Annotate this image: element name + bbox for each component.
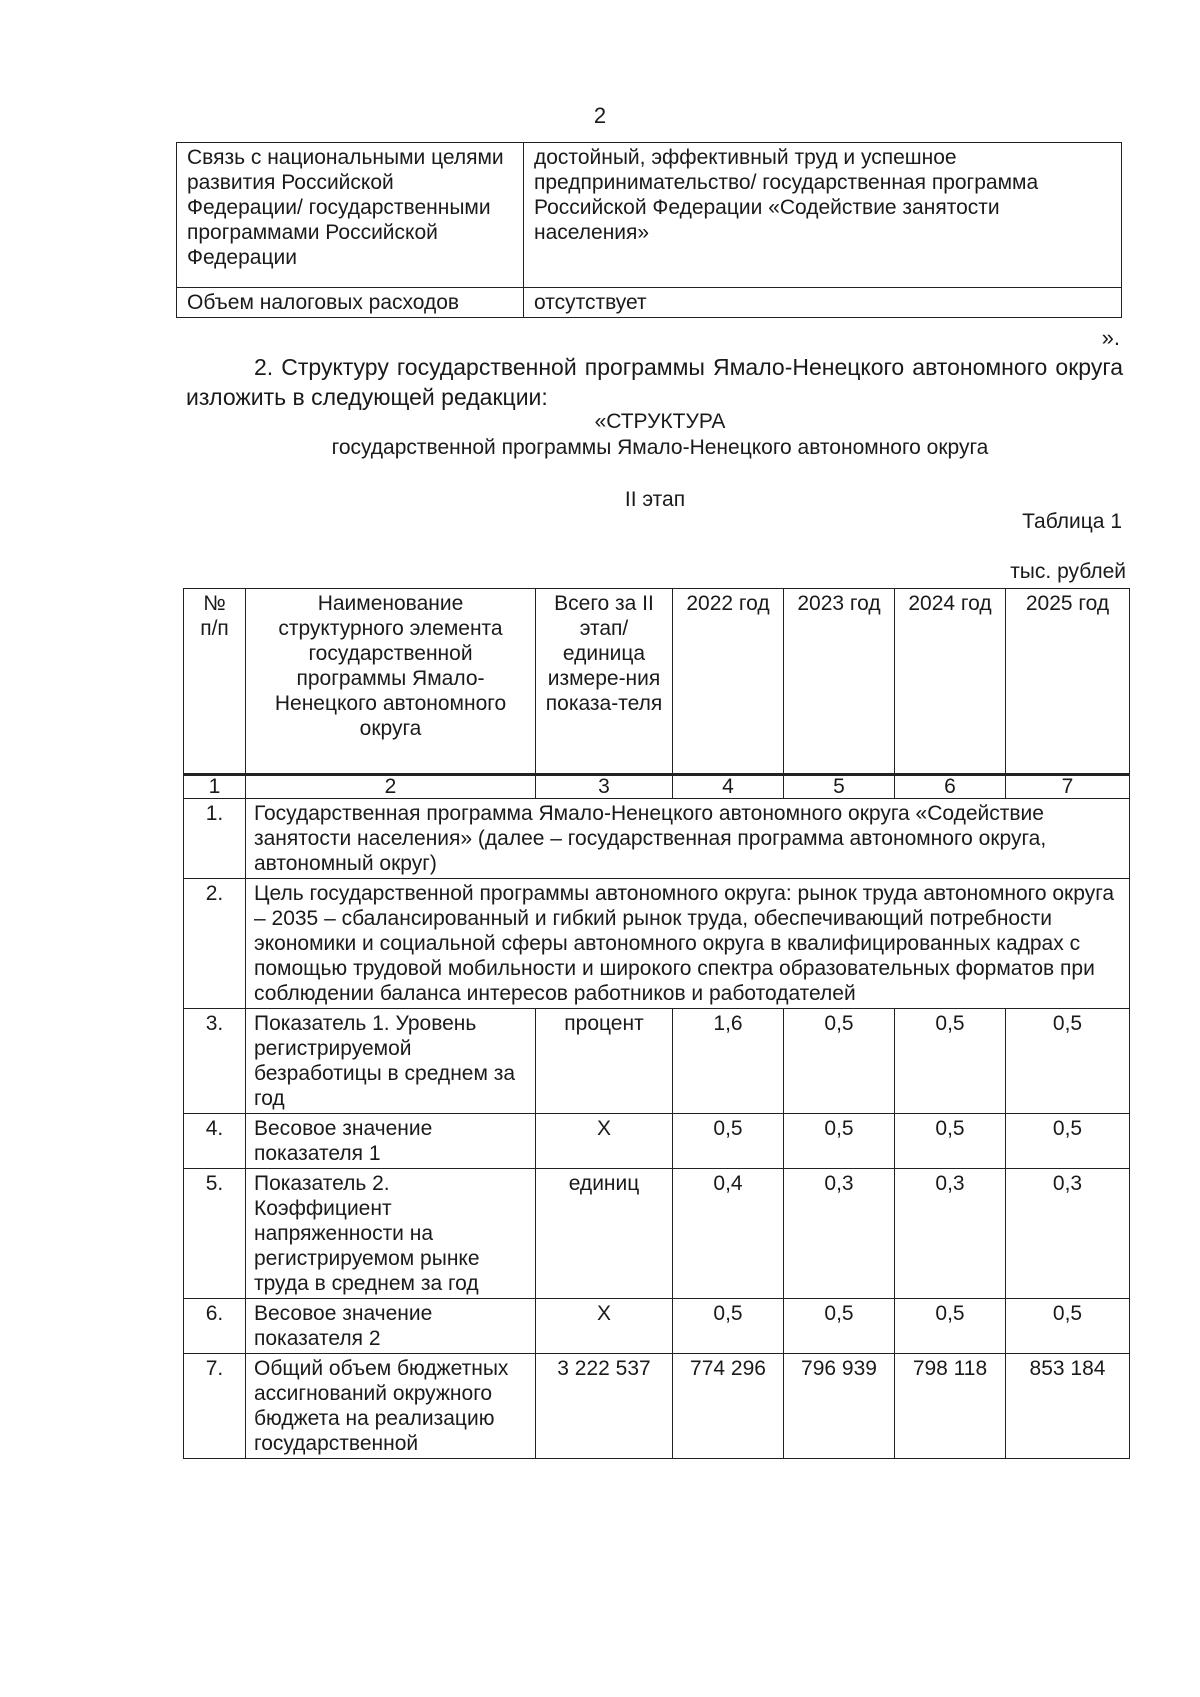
column-number: 1 — [184, 775, 246, 799]
column-number: 2 — [246, 775, 536, 799]
header-cell: № п/п — [184, 589, 246, 775]
table-row — [184, 1114, 1130, 1169]
table-row — [184, 1169, 1130, 1299]
structure-title: «СТРУКТУРА — [594, 410, 726, 433]
structure-subtitle: государственной программы Ямало-Ненецкого автономного округа — [331, 436, 989, 459]
row-2025: 0,5 — [1006, 1114, 1130, 1169]
row-2025: 853 184 — [1006, 1354, 1130, 1459]
column-number: 3 — [536, 775, 673, 799]
header-cell: 2022 год — [673, 589, 784, 775]
row-total: Х — [536, 1299, 673, 1354]
row-number: 7. — [184, 1354, 246, 1459]
table-row — [184, 1299, 1130, 1354]
row-2025: 0,3 — [1006, 1169, 1130, 1299]
row-2024: 0,3 — [895, 1169, 1006, 1299]
row-2025: 0,5 — [1006, 1009, 1130, 1114]
passport-value: достойный, эффективный труд и успешное предпринимательство/ государственная программа Российской Федерации «Содействие занятости населения» — [524, 143, 1122, 288]
header-cell: 2024 год — [895, 589, 1006, 775]
stage-label: II этап — [624, 488, 686, 511]
column-number: 5 — [784, 775, 895, 799]
row-2024: 0,5 — [895, 1299, 1006, 1354]
column-number: 4 — [673, 775, 784, 799]
page-number: 2 — [593, 103, 607, 128]
table-row — [184, 1009, 1130, 1114]
row-text: Цель государственной программы автономного округа: рынок труда автономного округа – 2035 – сбалансированный и гибкий рынок труда, обеспечивающий потребности экономики и социальной сферы автономного округа в квалифицированных кадрах с помощью трудовой мобильности и широкого спектра образовательных форматов при соблюдении баланса интересов работников и работодателей — [246, 879, 1130, 1009]
row-2022: 0,5 — [673, 1299, 784, 1354]
table-header-row — [184, 589, 1130, 775]
passport-table — [176, 142, 1122, 318]
row-2023: 0,5 — [784, 1009, 895, 1114]
structure-table — [183, 588, 1130, 1459]
row-2022: 774 296 — [673, 1354, 784, 1459]
passport-value: отсутствует — [524, 288, 1122, 318]
closing-quote: ». — [1101, 325, 1120, 350]
row-number: 4. — [184, 1114, 246, 1169]
row-2024: 0,5 — [895, 1114, 1006, 1169]
column-number-row — [184, 775, 1130, 799]
row-total: 3 222 537 — [536, 1354, 673, 1459]
column-number: 7 — [1006, 775, 1130, 799]
row-name: Показатель 1. Уровень регистрируемой безработицы в среднем за год — [246, 1009, 536, 1114]
row-2023: 796 939 — [784, 1354, 895, 1459]
passport-label: Объем налоговых расходов — [177, 288, 524, 318]
row-number: 1. — [184, 799, 246, 879]
row-2022: 1,6 — [673, 1009, 784, 1114]
row-total: процент — [536, 1009, 673, 1114]
header-cell: 2023 год — [784, 589, 895, 775]
row-text: Государственная программа Ямало-Ненецкого автономного округа «Содействие занятости населения» (далее – государственная программа автономного округа, автономный округ) — [246, 799, 1130, 879]
row-number: 2. — [184, 879, 246, 1009]
row-total: Х — [536, 1114, 673, 1169]
table-row — [184, 1354, 1130, 1459]
row-2024: 0,5 — [895, 1009, 1006, 1114]
row-number: 5. — [184, 1169, 246, 1299]
row-2023: 0,3 — [784, 1169, 895, 1299]
passport-label: Связь с национальными целями развития Российской Федерации/ государственными программами Российской Федерации — [177, 143, 524, 288]
row-2025: 0,5 — [1006, 1299, 1130, 1354]
passport-row — [177, 143, 1122, 288]
header-cell: Наименование структурного элемента государственной программы Ямало-Ненецкого автономного округа — [246, 589, 536, 775]
row-name: Общий объем бюджетных ассигнований окружного бюджета на реализацию государственной — [246, 1354, 536, 1459]
amendment-paragraph: 2. Структуру государственной программы Ямало-Ненецкого автономного округа изложить в следующей редакции: — [186, 354, 1123, 410]
table-row — [184, 799, 1130, 879]
column-number: 6 — [895, 775, 1006, 799]
units-label: тыс. рублей — [1010, 560, 1126, 583]
row-2024: 798 118 — [895, 1354, 1006, 1459]
row-2023: 0,5 — [784, 1299, 895, 1354]
row-2023: 0,5 — [784, 1114, 895, 1169]
row-total: единиц — [536, 1169, 673, 1299]
table-label: Таблица 1 — [1022, 510, 1122, 533]
row-number: 6. — [184, 1299, 246, 1354]
table-row — [184, 879, 1130, 1009]
row-name: Весовое значение показателя 1 — [246, 1114, 536, 1169]
passport-row — [177, 288, 1122, 318]
row-2022: 0,4 — [673, 1169, 784, 1299]
header-cell: Всего за II этап/ единица измере-ния показа-теля — [536, 589, 673, 775]
row-number: 3. — [184, 1009, 246, 1114]
header-cell: 2025 год — [1006, 589, 1130, 775]
row-name: Показатель 2. Коэффициент напряженности на регистрируемом рынке труда в среднем за год — [246, 1169, 536, 1299]
row-name: Весовое значение показателя 2 — [246, 1299, 536, 1354]
row-2022: 0,5 — [673, 1114, 784, 1169]
